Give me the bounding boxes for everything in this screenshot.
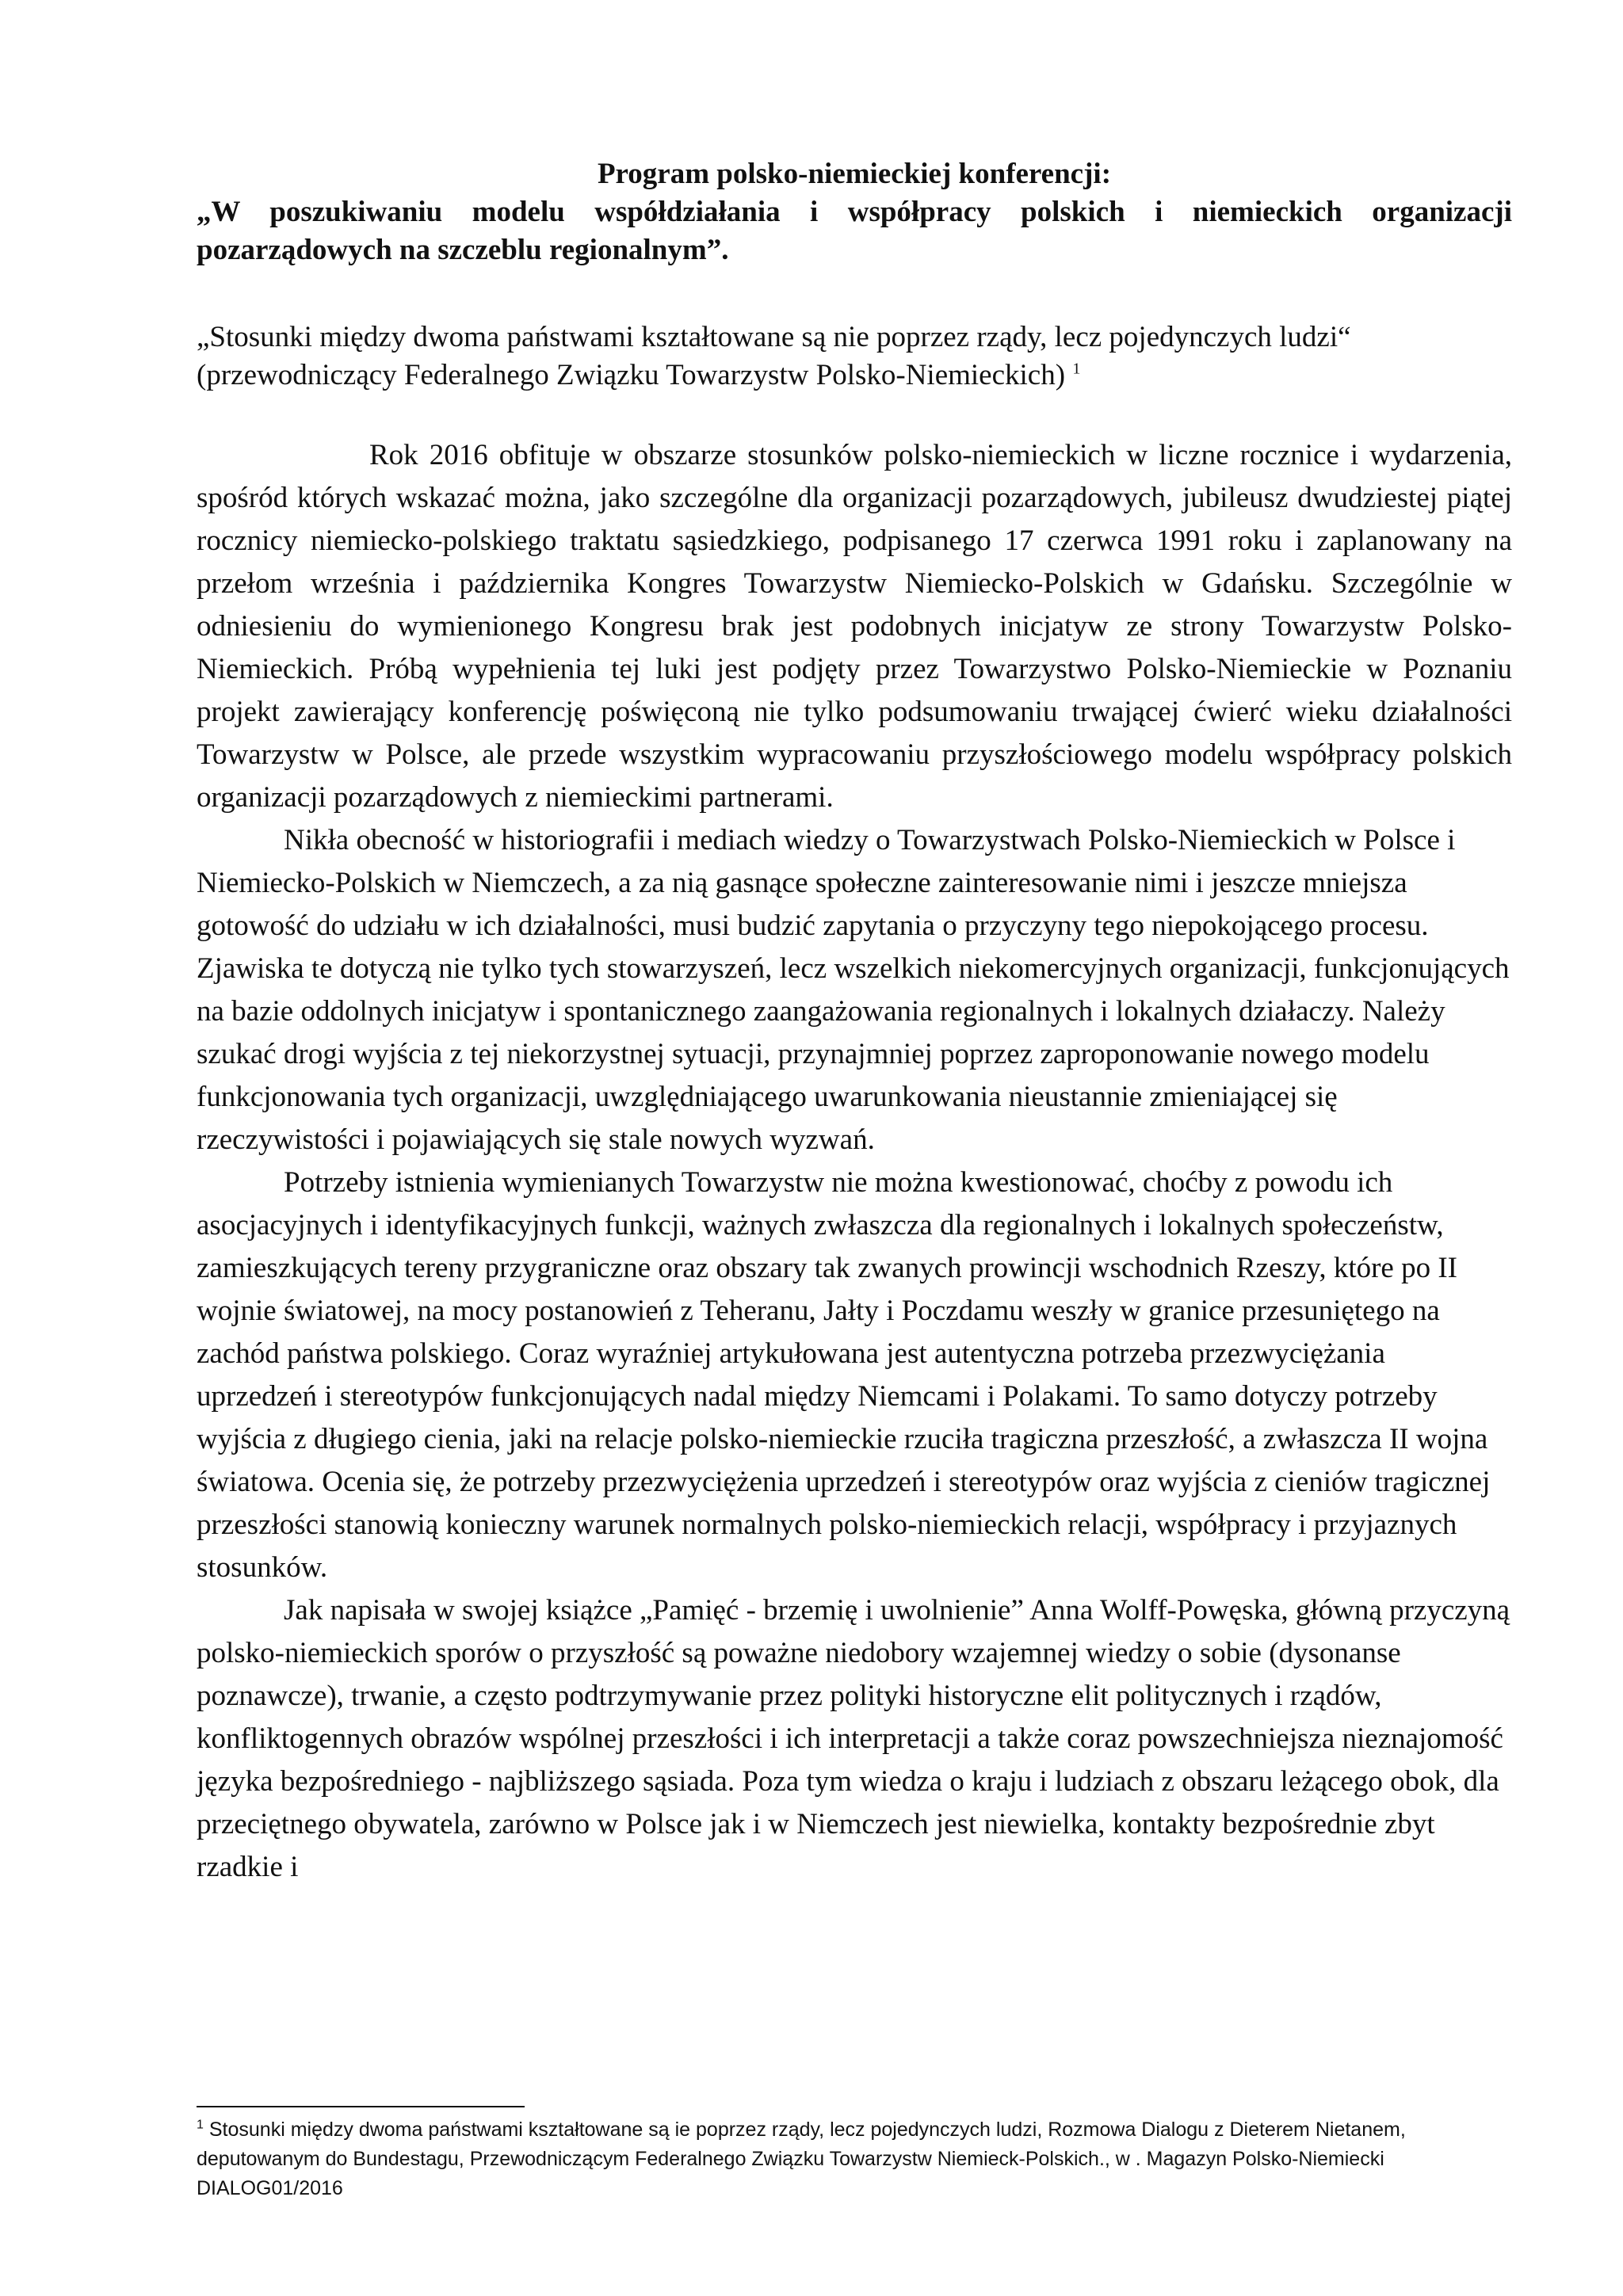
paragraph-4: Jak napisała w swojej książce „Pamięć - brzemię i uwolnienie” Anna Wolff-Powęska, główną przyczyną polsko-niemieckich sporów o przyszłość są poważne niedobory wzajemnej wiedzy o sobie (dysonanse poznawcze), trwanie, a często podtrzymywanie przez polityki historyczne elit politycznych i rządów, konfliktogennych obrazów wspólnej przeszłości i ich interpretacji a także coraz powszechniejsza nieznajomość języka bezpośredniego - najbliższego sąsiada. Poza tym wiedza o kraju i ludziach z obszaru leżącego obok, dla przeciętnego obywatela, zarówno w Polsce jak i w Niemczech jest niewielka, kontakty bezpośrednie zbyt rzadkie i: [197, 1594, 1510, 1883]
footnote-separator: [197, 2106, 525, 2107]
paragraph-2: Nikła obecność w historiografii i mediach wiedzy o Towarzystwach Polsko-Niemieckich w Polsce i Niemiecko-Polskich w Niemczech, a za nią gasnące społeczne zainteresowanie nimi i jeszcze mniejsza gotowość do udziału w ich działalności, musi budzić zapytania o przyczyny tego niepokojącego procesu. Zjawiska te dotyczą nie tylko tych stowarzyszeń, lecz wszelkich niekomercyjnych organizacji, funkcjonujących na bazie oddolnych inicjatyw i spontanicznego zaangażowania regionalnych i lokalnych działaczy. Należy szukać drogi wyjścia z tej niekorzystnej sytuacji, przynajmniej poprzez zaproponowanie nowego modelu funkcjonowania tych organizacji, uwzględniającego uwarunkowania nieustannie zmieniającej się rzeczywistości i pojawiających się stale nowych wyzwań.: [197, 824, 1510, 1156]
footnote-number: 1: [197, 2118, 204, 2132]
paragraph-1: Rok 2016 obfituje w obszarze stosunków polsko-niemieckich w liczne rocznice i wydarzenia, spośród których wskazać można, jako szczególne dla organizacji pozarządowych, jubileusz dwudziestej piątej rocznicy niemiecko-polskiego traktatu sąsiedzkiego, podpisanego 17 czerwca 1991 roku i zaplanowany na przełom września i października Kongres Towarzystw Niemiecko-Polskich w Gdańsku. Szczególnie w odniesieniu do wymienionego Kongresu brak jest podobnych inicjatyw ze strony Towarzystw Polsko-Niemieckich. Próbą wypełnienia tej luki jest podjęty przez Towarzystwo Polsko-Niemieckie w Poznaniu projekt zawierający konferencję poświęconą nie tylko podsumowaniu trwającej ćwierć wieku działalności Towarzystw w Polsce, ale przede wszystkim wypracowaniu przyszłościowego modelu współpracy polskich organizacji pozarządowych z niemieckimi partnerami.: [197, 439, 1512, 814]
document-page: [197, 155, 1512, 1889]
paragraph-3: Potrzeby istnienia wymienianych Towarzystw nie można kwestionować, choćby z powodu ich asocjacyjnych i identyfikacyjnych funkcji, ważnych zwłaszcza dla regionalnych i lokalnych społeczeństw, zamieszkujących tereny przygraniczne oraz obszary tak zwanych prowincji wschodnich Rzeszy, które po II wojnie światowej, na mocy postanowień z Teheranu, Jałty i Poczdamu weszły w granice przesuniętego na zachód państwa polskiego. Coraz wyraźniej artykułowana jest autentyczna potrzeba przezwyciężania uprzedzeń i stereotypów funkcjonujących nadal między Niemcami i Polakami. To samo dotyczy potrzeby wyjścia z długiego cienia, jaki na relacje polsko-niemieckie rzuciła tragiczna przeszłość, a zwłaszcza II wojna światowa. Ocenia się, że potrzeby przezwyciężenia uprzedzeń i stereotypów oraz wyjścia z cieniów tragicznej przeszłości stanowią konieczny warunek normalnych polsko-niemieckich relacji, współpracy i przyjaznych stosunków.: [197, 1166, 1491, 1584]
quote-line-2: [197, 357, 1512, 395]
opening-quote: [197, 318, 1512, 395]
footnote: [197, 2115, 1504, 2203]
quote-line-1: „Stosunki między dwoma państwami kształtowane są nie poprzez rządy, lecz pojedynczych ludzi“: [197, 321, 1351, 353]
footnote-text: Stosunki między dwoma państwami kształtowane są ie poprzez rządy, lecz pojedynczych ludzi, Rozmowa Dialogu z Dieterem Nietanem, deputowanym do Bundestagu, Przewodniczącym Federalnego Związku Towarzystw Niemieck-Polskich., w . Magazyn Polsko-Niemiecki DIALOG01/2016: [197, 2119, 1406, 2199]
body-text: [197, 434, 1512, 1889]
quote-attribution: (przewodniczący Federalnego Związku Towarzystw Polsko-Niemieckich): [197, 359, 1066, 391]
footnote-reference: 1: [1072, 360, 1081, 378]
document-title: Program polsko-niemieckiej konferencji:: [597, 158, 1112, 190]
document-subtitle: „W poszukiwaniu modelu współdziałania i współpracy polskich i niemieckich organizacji pozarządowych na szczeblu regionalnym”.: [197, 196, 1512, 266]
